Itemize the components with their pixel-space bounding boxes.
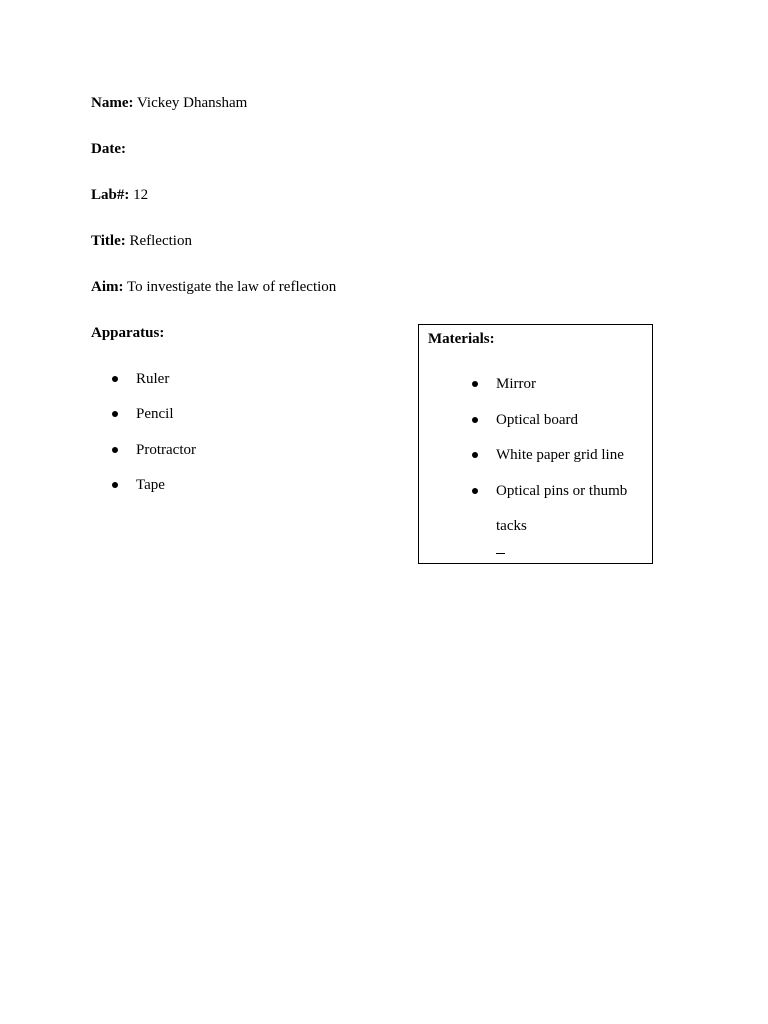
apparatus-heading: Apparatus: bbox=[91, 325, 165, 341]
name-label: Name: bbox=[91, 95, 134, 111]
name-field bbox=[91, 94, 247, 112]
title-label: Title: bbox=[91, 233, 126, 249]
aim-value: To investigate the law of reflection bbox=[126, 279, 337, 295]
bullet-icon bbox=[112, 447, 118, 453]
bullet-icon bbox=[112, 411, 118, 417]
bullet-icon bbox=[472, 417, 478, 423]
list-item-continuation bbox=[496, 517, 527, 535]
materials-heading: Materials: bbox=[428, 331, 495, 347]
bullet-icon bbox=[112, 376, 118, 382]
bullet-icon bbox=[472, 452, 478, 458]
cursor-mark bbox=[496, 553, 505, 554]
materials-box bbox=[418, 324, 653, 564]
list-item-label: Protractor bbox=[136, 442, 196, 458]
lab-value: 12 bbox=[133, 187, 149, 203]
list-item-label: Optical board bbox=[496, 412, 579, 428]
bullet-icon bbox=[472, 381, 478, 387]
list-item-label: Optical pins or thumb bbox=[496, 483, 628, 499]
list-item-label: White paper grid line bbox=[496, 447, 624, 463]
title-field bbox=[91, 232, 192, 250]
name-value: Vickey Dhansham bbox=[136, 95, 248, 111]
lab-label: Lab#: bbox=[91, 187, 130, 203]
list-item-label: Ruler bbox=[136, 371, 170, 387]
title-value: Reflection bbox=[129, 233, 192, 249]
list-item-label: Mirror bbox=[496, 376, 536, 392]
aim-label: Aim: bbox=[91, 279, 124, 295]
aim-field bbox=[91, 278, 336, 296]
list-item-label: tacks bbox=[496, 518, 527, 534]
bullet-icon bbox=[112, 482, 118, 488]
list-item-label: Pencil bbox=[136, 406, 174, 422]
date-label: Date: bbox=[91, 141, 126, 157]
lab-number-field bbox=[91, 186, 148, 204]
list-item-label: Tape bbox=[136, 477, 165, 493]
date-field bbox=[91, 140, 126, 158]
bullet-icon bbox=[472, 488, 478, 494]
